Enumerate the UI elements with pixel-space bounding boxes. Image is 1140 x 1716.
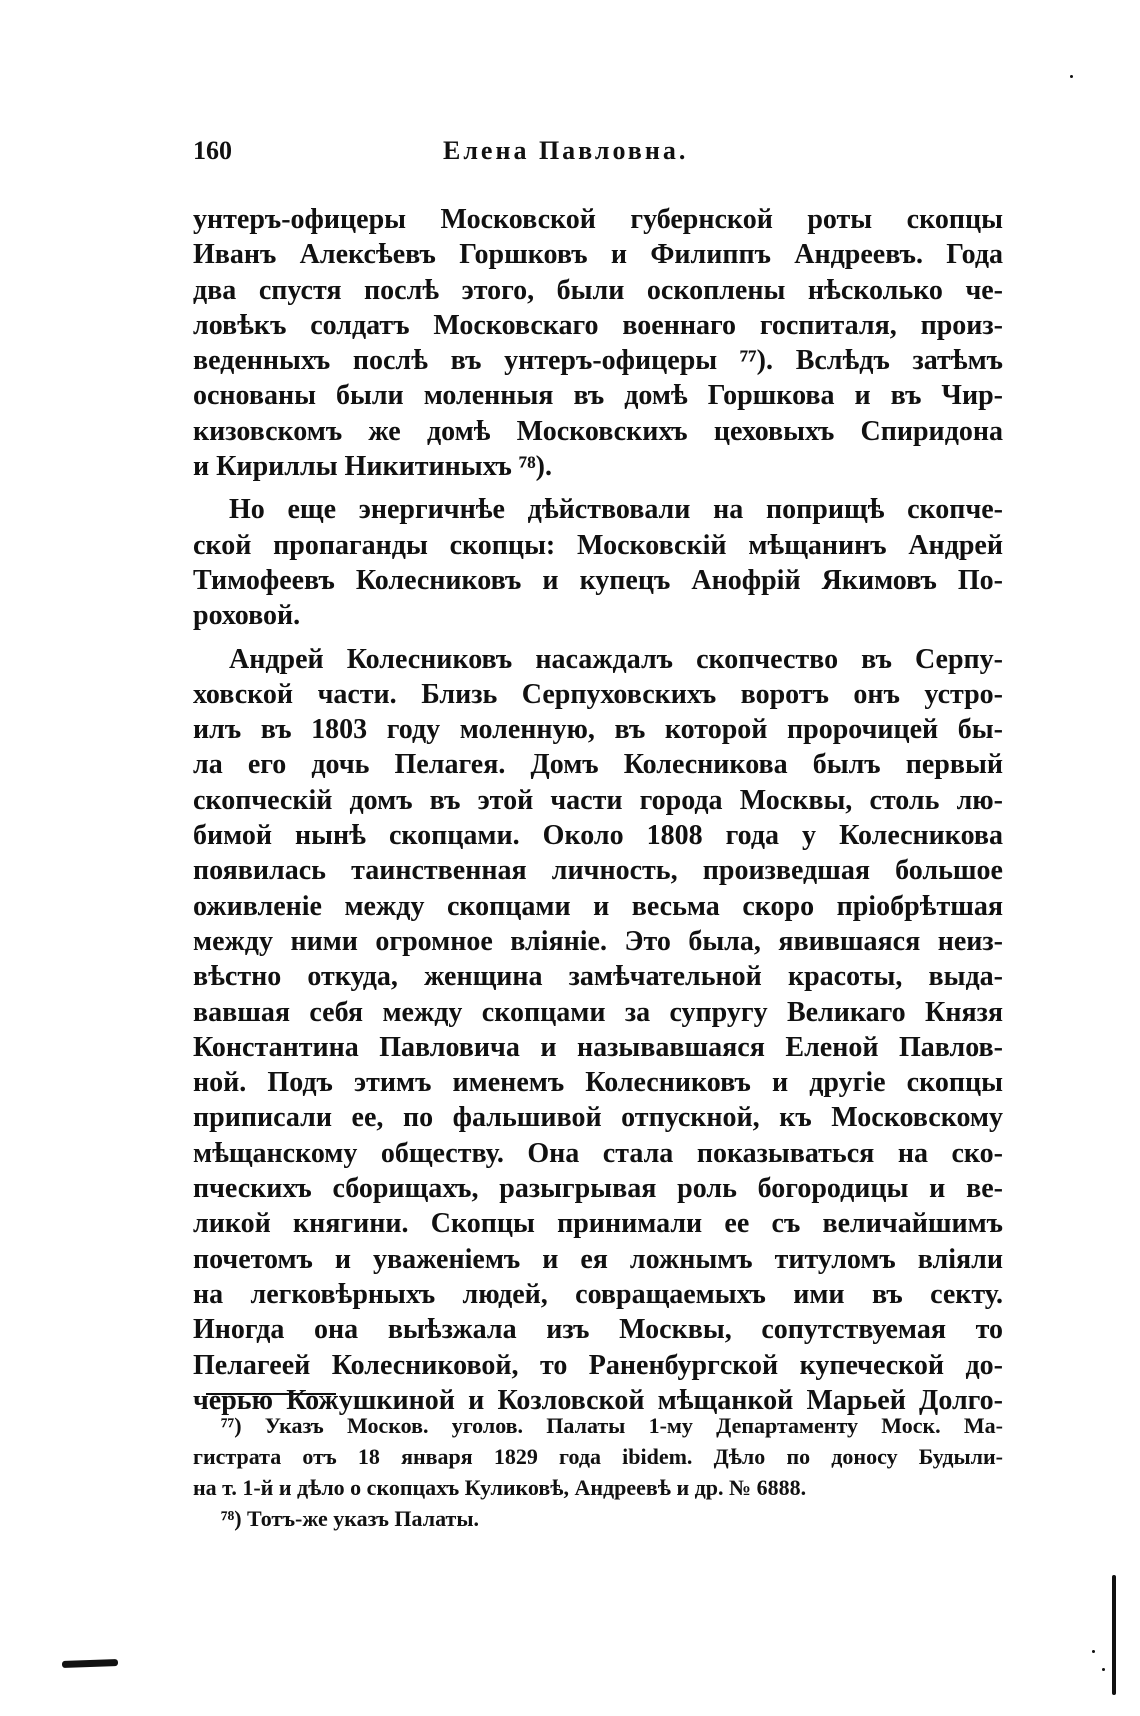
text-line: ликой княгини. Скопцы принимали ее съ величайшимъ	[193, 1208, 1003, 1240]
text-line: ла его дочь Пелагея. Домъ Колесникова былъ первый	[193, 749, 1003, 781]
text-line: кизовскомъ же домѣ Московскихъ цеховыхъ Спиридона	[193, 415, 1003, 447]
body-text	[193, 202, 1003, 1418]
text-line: пческихъ сборищахъ, разыгрывая роль богородицы и ве-	[193, 1173, 1003, 1205]
footnote-line: гистрата отъ 18 января 1829 года ibidem. Дѣло по доносу Будыли-	[193, 1444, 1003, 1469]
text-line: и Кириллы Никитиныхъ ⁷⁸).	[193, 451, 552, 483]
text-line: между ними огромное вліяніе. Это была, явившаяся неиз-	[193, 925, 1003, 957]
text-line: скопческій домъ въ этой части города Москвы, столь лю-	[193, 784, 1003, 816]
text-line: бимой нынѣ скопцами. Около 1808 года у Колесникова	[193, 820, 1003, 852]
text-line: почетомъ и уваженіемъ и ея ложнымъ титуломъ вліяли	[193, 1243, 1003, 1275]
text-line: Пелагеей Колесниковой, то Раненбургской купеческой до-	[193, 1349, 1003, 1381]
footnote-77	[193, 1410, 1003, 1503]
paragraph-3	[193, 642, 1003, 1419]
footnote-line: ⁷⁷) Указъ Москов. уголов. Палаты 1-му Департаменту Моск. Ма-	[221, 1413, 1003, 1438]
text-line: ской пропаганды скопцы: Московскій мѣщанинъ Андрей	[193, 529, 1003, 561]
text-line: два спустя послѣ этого, были оскоплены нѣсколько че-	[193, 274, 1003, 306]
text-line: роховой.	[193, 600, 301, 632]
text-line: веденныхъ послѣ въ унтеръ-офицеры ⁷⁷). Вслѣдъ затѣмъ	[193, 345, 1003, 377]
text-line: унтеръ-офицеры Московской губернской роты скопцы	[193, 204, 1003, 235]
text-line: Андрей Колесниковъ насаждалъ скопчество въ Серпу-	[229, 643, 1003, 675]
running-title: Елена Павловна.	[443, 136, 689, 165]
footnotes	[193, 1410, 1003, 1534]
text-line: появилась таинственная личность, произведшая большое	[193, 855, 1003, 887]
text-line: илъ въ 1803 году моленную, въ которой пророчицей бы-	[193, 714, 1003, 746]
text-line: ховской части. Близь Серпуховскихъ воротъ онъ устро-	[193, 678, 1003, 710]
page-header	[193, 136, 1003, 176]
text-line: основаны были моленныя въ домѣ Горшкова и въ Чир-	[193, 380, 1003, 412]
text-line: вѣстно откуда, женщина замѣчательной красоты, выда-	[193, 961, 1003, 993]
text-line: ной. Подъ этимъ именемъ Колесниковъ и другіе скопцы	[193, 1067, 1003, 1099]
text-line: вавшая себя между скопцами за супругу Великаго Князя	[193, 996, 1003, 1028]
text-line: на легковѣрныхъ людей, совращаемыхъ ими въ секту.	[193, 1278, 1003, 1310]
footnote-rule	[206, 1393, 336, 1395]
paragraph-1	[193, 202, 1003, 484]
scan-edge-mark	[1112, 1575, 1116, 1695]
text-line: Но еще энергичнѣе дѣйствовали на поприщѣ скопче-	[229, 494, 1003, 526]
footnote-78	[193, 1503, 1003, 1534]
scan-smudge	[62, 1659, 118, 1668]
text-line: Тимофеевъ Колесниковъ и купецъ Анофрій Якимовъ По-	[193, 564, 1003, 596]
text-line: мѣщанскому обществу. Она стала показываться на ско-	[193, 1137, 1003, 1169]
text-line: Иногда она выѣзжала изъ Москвы, сопутствуемая то	[193, 1314, 1003, 1346]
text-line: Иванъ Алексѣевъ Горшковъ и Филиппъ Андреевъ. Года	[193, 239, 1003, 271]
footnote-line: ⁷⁸) Тотъ-же указъ Палаты.	[221, 1506, 479, 1531]
scan-dot	[1102, 1668, 1105, 1671]
text-line: оживленіе между скопцами и весьма скоро пріобрѣтшая	[193, 890, 1003, 922]
scan-dot	[1092, 1650, 1095, 1653]
text-line: приписали ее, по фальшивой отпускной, къ Московскому	[193, 1102, 1003, 1134]
footnote-line: на т. 1-й и дѣло о скопцахъ Куликовѣ, Андреевѣ и др. № 6888.	[193, 1475, 807, 1500]
text-line: Константина Павловича и называвшаяся Еленой Павлов-	[193, 1031, 1003, 1063]
paragraph-2	[193, 492, 1003, 633]
page-number: 160	[193, 136, 232, 165]
scan-dot	[1070, 75, 1073, 78]
text-line: ловѣкъ солдатъ Московскаго военнаго госпиталя, произ-	[193, 309, 1003, 341]
text-line: черью Кожушкиной и Козловской мѣщанкой Марьей Долго-	[193, 1384, 1003, 1416]
